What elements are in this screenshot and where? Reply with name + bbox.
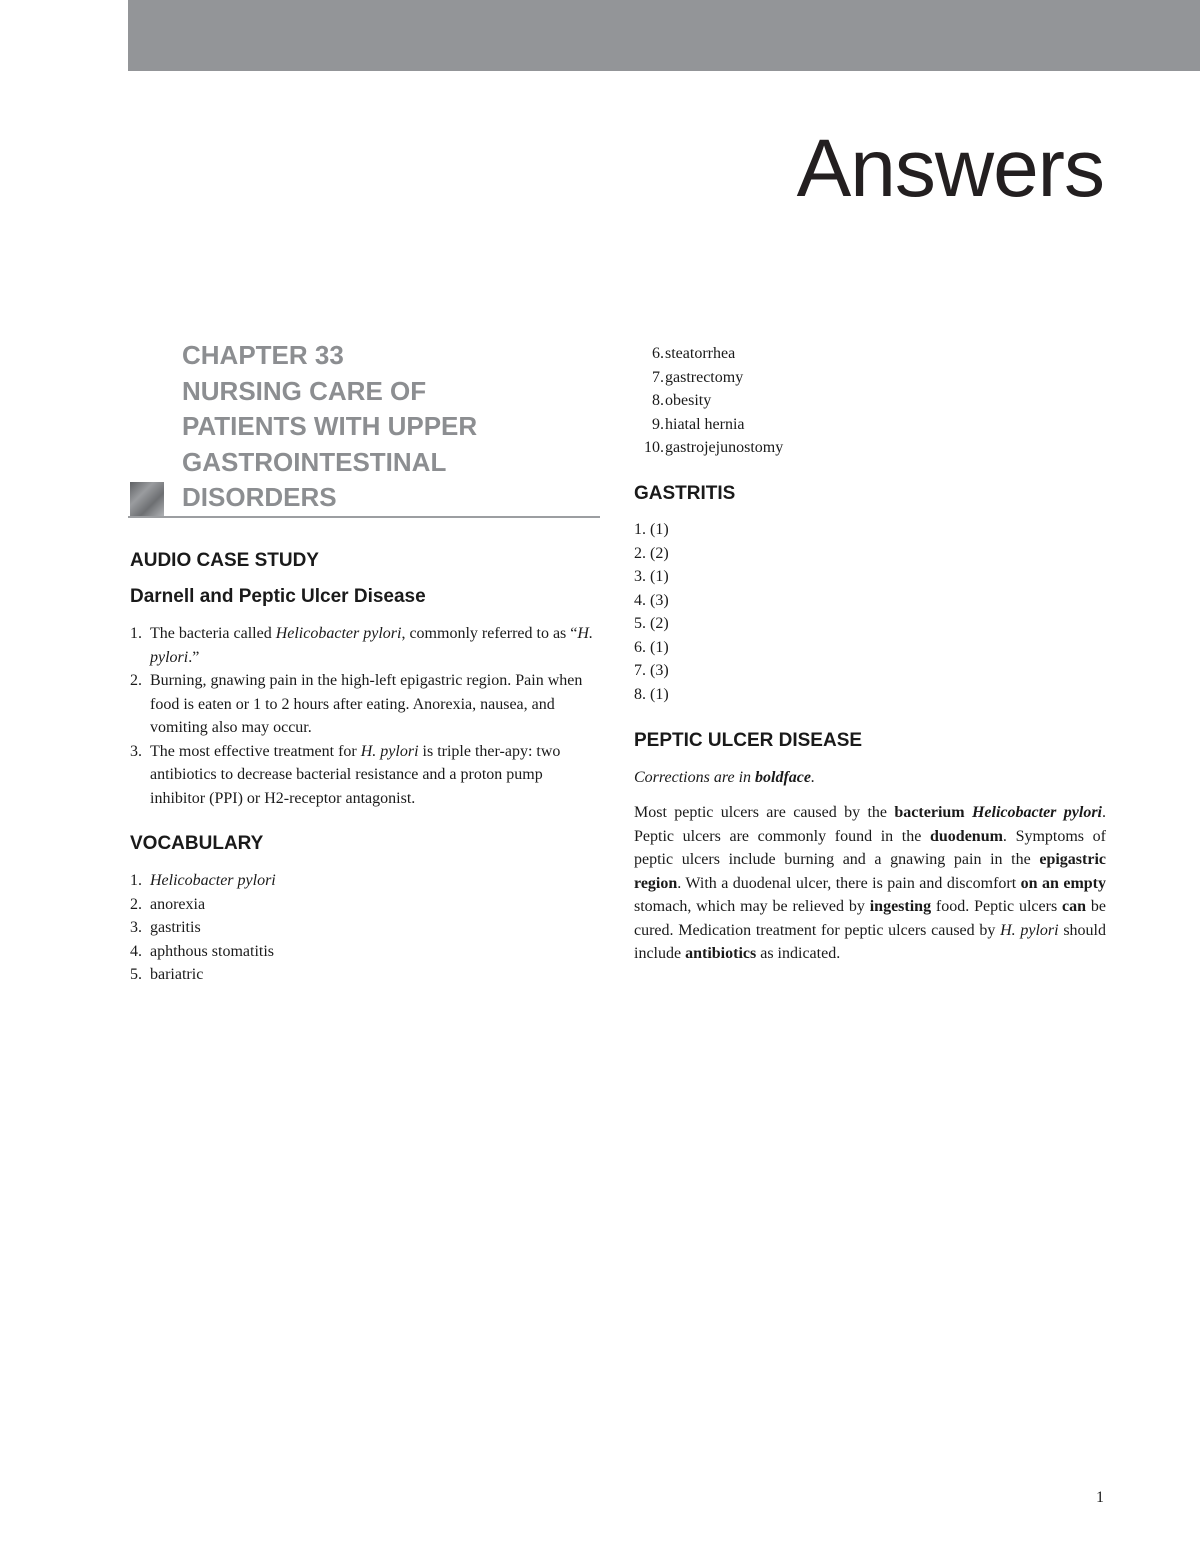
list-item — [634, 565, 834, 589]
text-segment: The bacteria called — [150, 625, 276, 642]
item-text: (2) — [650, 544, 669, 562]
item-text: Helicobacter pylori — [150, 872, 276, 889]
item-text: (1) — [650, 685, 669, 703]
item-number: 1. — [130, 872, 142, 889]
text-segment: . With a duodenal ulcer, there is pain and discomfort — [677, 874, 1021, 892]
bold-italic-term: Helicobacter pylori — [971, 804, 1102, 821]
list-item — [634, 612, 834, 636]
italic-term: H. pylori — [1000, 921, 1059, 939]
bold-term: boldface — [755, 769, 812, 786]
list-item — [130, 740, 600, 811]
item-text — [150, 740, 600, 811]
case-study-list — [130, 622, 600, 810]
item-number: 7. — [652, 368, 664, 386]
peptic-ulcer-paragraph — [634, 801, 1106, 966]
chapter-block — [128, 338, 600, 516]
item-number: 3. — [130, 742, 142, 760]
list-item — [634, 542, 834, 566]
list-item — [130, 669, 600, 740]
item-text: gastritis — [150, 919, 201, 936]
item-text: hiatal hernia — [665, 415, 745, 433]
section-heading-audio-case-study: AUDIO CASE STUDY — [130, 550, 319, 571]
vocabulary-list-continued — [634, 342, 934, 460]
italic-term: Helicobacter pylori — [275, 625, 402, 642]
item-number: 7. — [634, 662, 646, 679]
item-number: 6. — [652, 345, 664, 362]
item-text: (1) — [650, 568, 669, 585]
text-segment: Most peptic ulcers are caused by the — [634, 804, 895, 821]
section-heading-peptic-ulcer-disease: PEPTIC ULCER DISEASE — [634, 730, 863, 751]
item-text: (1) — [650, 638, 669, 656]
item-number: 5. — [634, 615, 646, 632]
item-text: Burning, gnawing pain in the high-left epigastric region. Pain when food is eaten or 1 to 2 hours after eating. Anorexia, nausea, and vomiting also may occur. — [150, 672, 583, 736]
list-item — [634, 342, 934, 366]
text-segment: .” — [188, 648, 200, 666]
bold-term: duodenum — [930, 827, 1003, 845]
list-item — [634, 683, 834, 707]
chapter-title — [182, 338, 600, 516]
bold-term: bacterium — [894, 804, 972, 821]
bold-term: ingesting — [869, 898, 932, 915]
divider — [128, 516, 600, 518]
item-number: 3. — [130, 919, 142, 936]
item-number: 8. — [634, 685, 646, 703]
list-item — [634, 636, 834, 660]
corrections-note — [634, 766, 815, 790]
vocabulary-list — [130, 869, 430, 987]
item-number: 8. — [652, 392, 664, 409]
list-item — [130, 963, 430, 987]
item-number: 3. — [634, 568, 646, 585]
list-item — [634, 589, 834, 613]
item-text: obesity — [665, 392, 712, 409]
list-item — [634, 389, 934, 413]
text-segment: food. Peptic ulcers — [931, 898, 1063, 915]
chapter-title-line: PATIENTS WITH UPPER — [182, 411, 478, 441]
page-number: 1 — [1096, 1489, 1104, 1506]
item-number: 6. — [634, 638, 646, 656]
italic-term: H. pylori — [360, 742, 419, 760]
list-item — [130, 940, 430, 964]
text-segment: The most effective treatment for — [150, 742, 361, 760]
item-number: 5. — [130, 966, 142, 983]
item-number: 1. — [130, 625, 142, 642]
item-text: (3) — [650, 662, 669, 679]
item-text: gastrectomy — [665, 368, 744, 386]
list-item — [634, 518, 834, 542]
text-segment: stomach, which may be relieved by — [634, 898, 870, 915]
item-text: anorexia — [150, 895, 206, 913]
item-number: 2. — [130, 895, 142, 913]
section-heading-vocabulary: VOCABULARY — [130, 833, 264, 854]
text-segment: , commonly referred to as “ — [401, 625, 578, 642]
item-number: 2. — [130, 672, 142, 689]
item-number: 10. — [644, 439, 664, 456]
list-item — [634, 413, 934, 437]
chapter-title-line: DISORDERS — [182, 482, 337, 512]
text-segment: is triple ther-apy: two antibiotics to decrease bacterial resistance and a proton pump inhibitor (PPI) or H2-receptor antagonist. — [150, 742, 561, 807]
text-segment: as indicated. — [756, 945, 841, 962]
list-item — [130, 869, 430, 893]
item-text: gastrojejunostomy — [665, 439, 784, 456]
section-heading-gastritis: GASTRITIS — [634, 483, 736, 504]
item-text: (3) — [650, 591, 669, 609]
item-text: bariatric — [150, 966, 204, 983]
bold-term: on an empty — [1020, 874, 1107, 892]
text-segment: be cured. Medication treatment for peptic ulcers caused by — [634, 898, 1106, 939]
item-text: steatorrhea — [665, 345, 736, 362]
item-number: 9. — [652, 415, 664, 433]
subheading-case-study: Darnell and Peptic Ulcer Disease — [130, 586, 426, 607]
list-item — [130, 916, 430, 940]
list-item — [634, 659, 834, 683]
text-segment: . — [811, 769, 816, 786]
bold-term: antibiotics — [685, 945, 757, 962]
chapter-title-line: NURSING CARE OF — [182, 375, 427, 406]
text-segment: should include — [634, 921, 1107, 962]
item-number: 4. — [130, 942, 142, 960]
item-text: (2) — [650, 615, 669, 632]
page-heading: Answers — [796, 123, 1104, 214]
chapter-thumbnail-image — [130, 482, 164, 516]
item-text — [150, 622, 600, 669]
italic-term: H. pylori — [150, 625, 593, 666]
text-segment: Corrections are in — [634, 769, 756, 786]
text-segment: . Peptic ulcers are commonly found in the — [634, 804, 1106, 845]
list-item — [130, 893, 430, 917]
text-segment: . Symptoms of peptic ulcers include burning and a gnawing pain in the — [634, 827, 1106, 868]
list-item — [634, 436, 934, 460]
item-number: 2. — [634, 544, 646, 562]
item-text: aphthous stomatitis — [150, 942, 274, 960]
item-text: (1) — [650, 521, 669, 538]
bold-term: can — [1062, 898, 1087, 915]
item-number: 1. — [634, 521, 646, 538]
gastritis-list — [634, 518, 834, 706]
chapter-title-line: CHAPTER 33 — [182, 340, 344, 370]
chapter-title-line: GASTROINTESTINAL — [182, 446, 447, 477]
list-item — [634, 366, 934, 390]
bold-term: epigastric region — [634, 851, 1106, 892]
header-bar — [128, 0, 1200, 71]
item-number: 4. — [634, 591, 646, 609]
list-item — [130, 622, 600, 669]
